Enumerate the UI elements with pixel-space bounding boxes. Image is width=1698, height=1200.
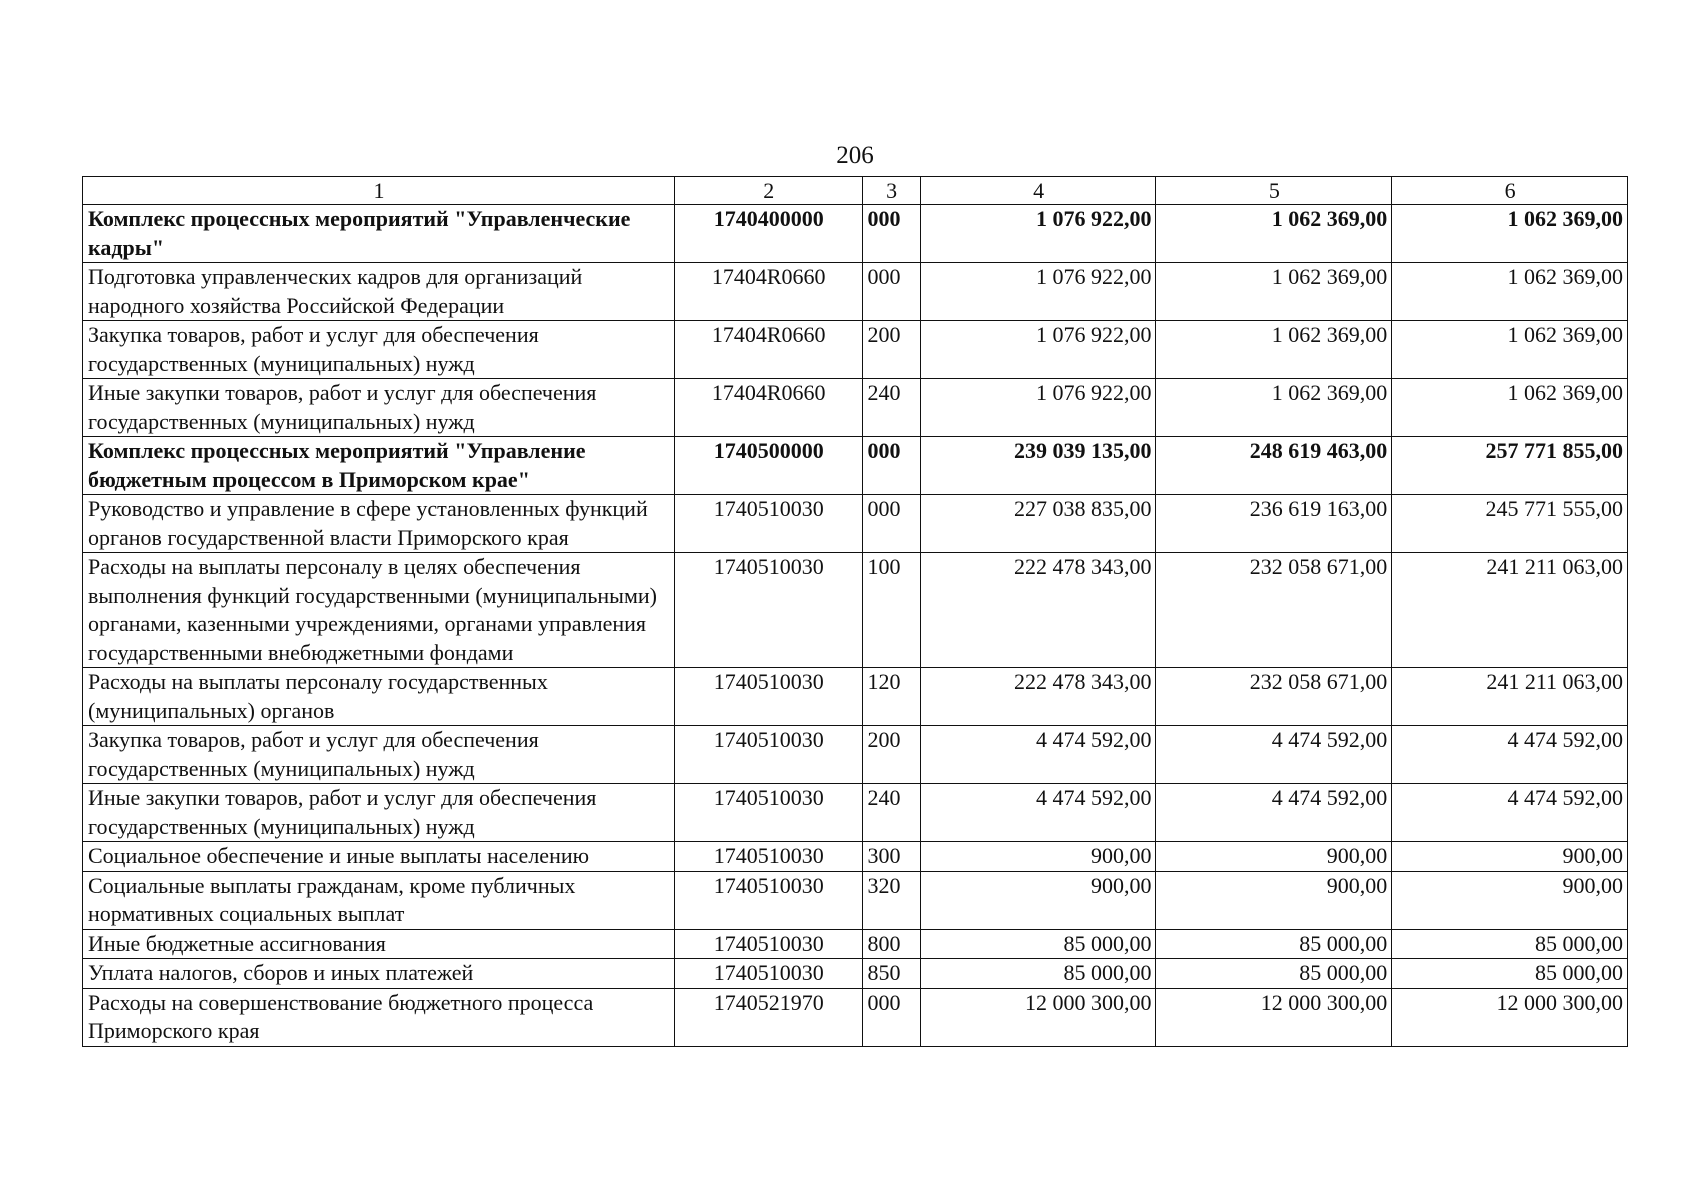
table-row: [83, 379, 1628, 437]
page-number: 206: [836, 142, 874, 169]
row-amount-col6-cell: 900,00: [1392, 842, 1628, 872]
row-amount-col4-cell: 900,00: [920, 842, 1156, 872]
row-amount-col4-cell: 85 000,00: [920, 959, 1156, 989]
table-row: [83, 726, 1628, 784]
row-amount-col6-cell: 257 771 855,00: [1392, 437, 1628, 495]
row-amount-col5-cell: 232 058 671,00: [1156, 668, 1392, 726]
row-amount-col5-cell: 4 474 592,00: [1156, 726, 1392, 784]
table-row: [83, 553, 1628, 668]
row-amount-col4-cell: 900,00: [920, 871, 1156, 929]
row-amount-col6-cell: 85 000,00: [1392, 959, 1628, 989]
row-name-cell: Иные закупки товаров, работ и услуг для обеспечения государственных (муниципальных) нужд: [83, 379, 675, 437]
row-amount-col4-cell: 1 076 922,00: [920, 379, 1156, 437]
row-expense-type-cell: 300: [862, 842, 920, 872]
row-amount-col4-cell: 1 076 922,00: [920, 263, 1156, 321]
budget-table: [82, 176, 1628, 1047]
row-amount-col5-cell: 1 062 369,00: [1156, 321, 1392, 379]
row-amount-col5-cell: 85 000,00: [1156, 959, 1392, 989]
row-amount-col4-cell: 1 076 922,00: [920, 205, 1156, 263]
row-expense-type-cell: 240: [862, 784, 920, 842]
row-amount-col6-cell: 1 062 369,00: [1392, 379, 1628, 437]
table-row: [83, 668, 1628, 726]
row-code-cell: 1740510030: [674, 553, 862, 668]
row-name-cell: Уплата налогов, сборов и иных платежей: [83, 959, 675, 989]
row-name-cell: Расходы на совершенствование бюджетного процесса Приморского края: [83, 988, 675, 1046]
row-expense-type-cell: 200: [862, 726, 920, 784]
row-name-cell: Закупка товаров, работ и услуг для обеспечения государственных (муниципальных) нужд: [83, 321, 675, 379]
row-amount-col6-cell: 245 771 555,00: [1392, 495, 1628, 553]
row-expense-type-cell: 240: [862, 379, 920, 437]
row-code-cell: 1740510030: [674, 871, 862, 929]
row-code-cell: 17404R0660: [674, 379, 862, 437]
budget-table-body: [83, 205, 1628, 1047]
row-amount-col5-cell: 85 000,00: [1156, 929, 1392, 959]
row-name-cell: Подготовка управленческих кадров для организаций народного хозяйства Российской Федерации: [83, 263, 675, 321]
row-name-cell: Руководство и управление в сфере установленных функций органов государственной власти Приморского края: [83, 495, 675, 553]
table-row: [83, 495, 1628, 553]
row-expense-type-cell: 000: [862, 263, 920, 321]
row-expense-type-cell: 000: [862, 495, 920, 553]
table-row: [83, 263, 1628, 321]
table-row: [83, 929, 1628, 959]
row-amount-col5-cell: 12 000 300,00: [1156, 988, 1392, 1046]
row-name-cell: Расходы на выплаты персоналу в целях обеспечения выполнения функций государственными (муниципальными) органами, казенными учреждениями, органами управления государственными внебюджетными фондами: [83, 553, 675, 668]
row-name-cell: Расходы на выплаты персоналу государственных (муниципальных) органов: [83, 668, 675, 726]
row-name-cell: Комплекс процессных мероприятий "Управленческие кадры": [83, 205, 675, 263]
row-expense-type-cell: 000: [862, 988, 920, 1046]
row-amount-col4-cell: 4 474 592,00: [920, 784, 1156, 842]
table-row: [83, 321, 1628, 379]
row-code-cell: 1740510030: [674, 668, 862, 726]
table-row: [83, 871, 1628, 929]
row-amount-col4-cell: 227 038 835,00: [920, 495, 1156, 553]
table-row: [83, 988, 1628, 1046]
row-code-cell: 1740510030: [674, 726, 862, 784]
row-amount-col6-cell: 1 062 369,00: [1392, 263, 1628, 321]
row-amount-col5-cell: 4 474 592,00: [1156, 784, 1392, 842]
row-name-cell: Комплекс процессных мероприятий "Управление бюджетным процессом в Приморском крае": [83, 437, 675, 495]
row-code-cell: 1740510030: [674, 495, 862, 553]
row-amount-col4-cell: 1 076 922,00: [920, 321, 1156, 379]
row-name-cell: Закупка товаров, работ и услуг для обеспечения государственных (муниципальных) нужд: [83, 726, 675, 784]
column-number-row: [83, 177, 1628, 205]
row-amount-col6-cell: 241 211 063,00: [1392, 553, 1628, 668]
row-expense-type-cell: 000: [862, 205, 920, 263]
row-amount-col6-cell: 4 474 592,00: [1392, 784, 1628, 842]
column-header-4: 4: [920, 177, 1156, 205]
column-header-5: 5: [1156, 177, 1392, 205]
row-amount-col4-cell: 222 478 343,00: [920, 668, 1156, 726]
row-amount-col5-cell: 900,00: [1156, 842, 1392, 872]
row-code-cell: 1740500000: [674, 437, 862, 495]
row-amount-col6-cell: 900,00: [1392, 871, 1628, 929]
row-amount-col5-cell: 1 062 369,00: [1156, 379, 1392, 437]
row-name-cell: Социальное обеспечение и иные выплаты населению: [83, 842, 675, 872]
row-code-cell: 1740510030: [674, 784, 862, 842]
row-amount-col6-cell: 1 062 369,00: [1392, 321, 1628, 379]
row-expense-type-cell: 200: [862, 321, 920, 379]
row-name-cell: Иные закупки товаров, работ и услуг для обеспечения государственных (муниципальных) нужд: [83, 784, 675, 842]
row-expense-type-cell: 320: [862, 871, 920, 929]
table-row: [83, 959, 1628, 989]
row-name-cell: Иные бюджетные ассигнования: [83, 929, 675, 959]
column-header-3: 3: [862, 177, 920, 205]
row-amount-col5-cell: 1 062 369,00: [1156, 205, 1392, 263]
row-amount-col4-cell: 239 039 135,00: [920, 437, 1156, 495]
table-row: [83, 842, 1628, 872]
row-amount-col5-cell: 1 062 369,00: [1156, 263, 1392, 321]
table-row: [83, 205, 1628, 263]
row-code-cell: 17404R0660: [674, 263, 862, 321]
row-amount-col5-cell: 236 619 163,00: [1156, 495, 1392, 553]
row-amount-col6-cell: 85 000,00: [1392, 929, 1628, 959]
row-code-cell: 1740510030: [674, 959, 862, 989]
row-amount-col4-cell: 222 478 343,00: [920, 553, 1156, 668]
row-name-cell: Социальные выплаты гражданам, кроме публичных нормативных социальных выплат: [83, 871, 675, 929]
row-code-cell: 1740521970: [674, 988, 862, 1046]
row-amount-col4-cell: 12 000 300,00: [920, 988, 1156, 1046]
row-amount-col5-cell: 900,00: [1156, 871, 1392, 929]
row-expense-type-cell: 000: [862, 437, 920, 495]
table-row: [83, 784, 1628, 842]
row-amount-col5-cell: 248 619 463,00: [1156, 437, 1392, 495]
row-expense-type-cell: 100: [862, 553, 920, 668]
row-expense-type-cell: 120: [862, 668, 920, 726]
column-header-2: 2: [674, 177, 862, 205]
column-header-6: 6: [1392, 177, 1628, 205]
table-row: [83, 437, 1628, 495]
row-amount-col4-cell: 4 474 592,00: [920, 726, 1156, 784]
row-code-cell: 1740400000: [674, 205, 862, 263]
row-code-cell: 1740510030: [674, 929, 862, 959]
row-amount-col6-cell: 241 211 063,00: [1392, 668, 1628, 726]
row-code-cell: 1740510030: [674, 842, 862, 872]
row-amount-col6-cell: 4 474 592,00: [1392, 726, 1628, 784]
row-amount-col4-cell: 85 000,00: [920, 929, 1156, 959]
column-header-1: 1: [83, 177, 675, 205]
row-expense-type-cell: 850: [862, 959, 920, 989]
row-amount-col5-cell: 232 058 671,00: [1156, 553, 1392, 668]
row-expense-type-cell: 800: [862, 929, 920, 959]
row-amount-col6-cell: 1 062 369,00: [1392, 205, 1628, 263]
row-code-cell: 17404R0660: [674, 321, 862, 379]
row-amount-col6-cell: 12 000 300,00: [1392, 988, 1628, 1046]
